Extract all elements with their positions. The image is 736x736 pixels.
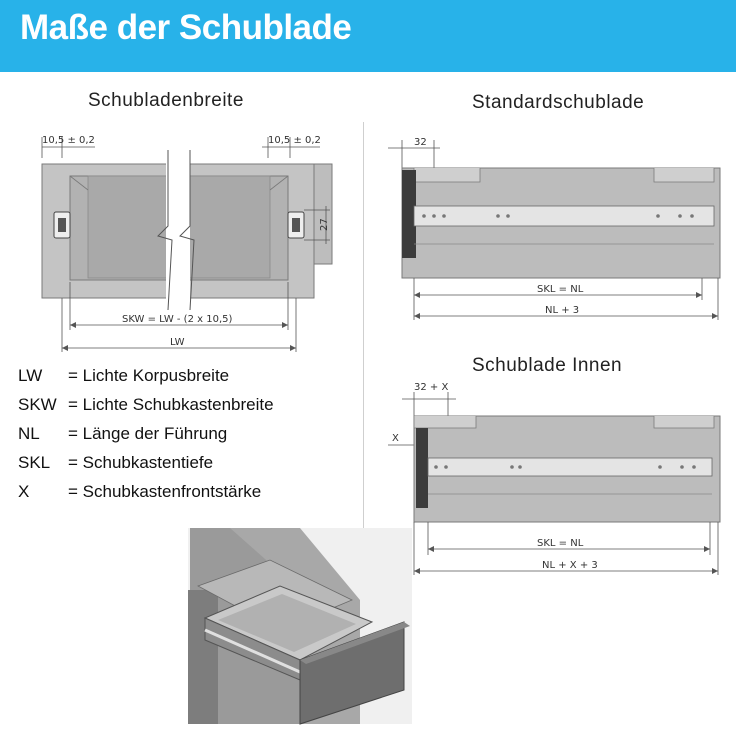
page-title: Maße der Schublade bbox=[20, 8, 352, 47]
inner-skl-label: SKL = NL bbox=[537, 538, 584, 549]
drawer-illustration bbox=[188, 528, 412, 724]
legend-abbr: SKL bbox=[18, 453, 51, 472]
skw-formula-label: SKW = LW - (2 x 10,5) bbox=[122, 314, 233, 325]
inner-rail bbox=[428, 458, 712, 476]
lw-label: LW bbox=[170, 337, 185, 348]
offset-right-label: 10,5 ± 0,2 bbox=[268, 135, 321, 146]
std-skl-label: SKL = NL bbox=[537, 284, 584, 295]
width-diagram bbox=[0, 120, 363, 360]
std-front-offset-label: 32 bbox=[414, 137, 427, 148]
inner-x-label: X bbox=[392, 433, 399, 444]
inner-drawer-diagram bbox=[370, 375, 736, 580]
inner-front-offset-label: 32 + X bbox=[414, 382, 449, 393]
section-title-standard: Standardschublade bbox=[472, 92, 645, 113]
inner-drawer-front bbox=[416, 428, 428, 508]
header-banner bbox=[0, 0, 736, 72]
standard-drawer-diagram bbox=[370, 120, 736, 330]
section-title-width: Schubladenbreite bbox=[88, 90, 244, 111]
inner-total-label: NL + X + 3 bbox=[542, 560, 598, 571]
legend-abbr: LW bbox=[18, 366, 43, 385]
legend-desc: = Schubkastenfrontstärke bbox=[68, 482, 262, 501]
legend-abbr: X bbox=[18, 482, 30, 501]
section-title-inner: Schublade Innen bbox=[472, 355, 623, 376]
offset-left-label: 10,5 ± 0,2 bbox=[42, 135, 95, 146]
std-total-label: NL + 3 bbox=[545, 305, 580, 316]
rail-left bbox=[54, 212, 70, 238]
side-panel-right bbox=[314, 164, 332, 264]
std-rail bbox=[414, 206, 714, 226]
legend-abbr: SKW bbox=[18, 395, 57, 414]
legend-desc: = Lichte Schubkastenbreite bbox=[68, 395, 274, 414]
legend-desc: = Lichte Korpusbreite bbox=[68, 366, 230, 385]
rail-height-label: 27 bbox=[319, 218, 330, 231]
legend-abbr: NL bbox=[18, 424, 40, 443]
legend-desc: = Schubkastentiefe bbox=[68, 453, 214, 472]
rail-right bbox=[288, 212, 304, 238]
legend-desc: = Länge der Führung bbox=[68, 424, 228, 443]
